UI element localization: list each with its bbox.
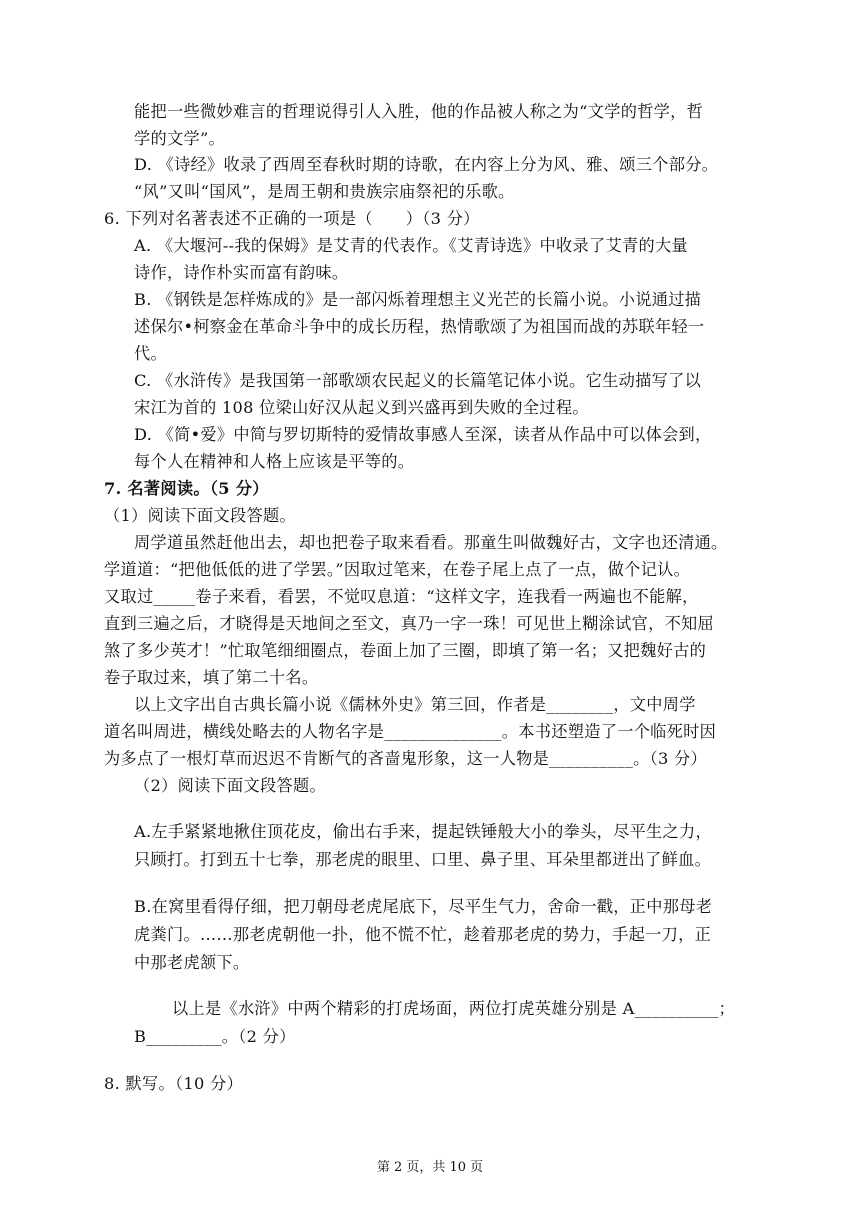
question-8: 8. 默写。（10 分） — [104, 1074, 243, 1093]
text-line: 每个人在精神和人格上应该是平等的。 — [134, 452, 415, 471]
question-line: 以上是《水浒》中两个精彩的打虎场面，两位打虎英雄分别是 A__________； — [172, 999, 736, 1018]
passage-line: 卷子取过来，填了第二十名。 — [104, 668, 319, 687]
option-b-line: B. 《钢铁是怎样炼成的》是一部闪烁着理想主义光芒的长篇小说。小说通过描 — [134, 290, 702, 309]
passage-line: 煞了多少英才！”忙取笔细细圈点，卷面上加了三圈，即填了第一名；又把魏好古的 — [104, 641, 707, 660]
passage-a-line: A.左手紧紧地揪住顶花皮，偷出右手来，提起铁锤般大小的拳头，尽平生之力， — [134, 822, 713, 841]
question-line: B_________。（2 分） — [134, 1027, 296, 1046]
question-line: 以上文字出自古典长篇小说《儒林外史》第三回，作者是________，文中周学 — [134, 695, 696, 714]
question-line: 道名叫周进，横线处略去的人物名字是______________。本书还塑造了一个临死时因 — [104, 722, 717, 741]
passage-line: 学道道：“把他低低的进了学罢。”因取过笔来，在卷子尾上点了一点，做个记认。 — [104, 560, 691, 579]
passage-line: 直到三遍之后，才晓得是天地间之至文，真乃一字一珠！可见世上糊涂试官，不知屈 — [104, 614, 715, 633]
option-c-line: C. 《水浒传》是我国第一部歌颂农民起义的长篇笔记体小说。它生动描写了以 — [134, 371, 702, 390]
page-footer: 第 2 页，共 10 页 — [376, 1160, 484, 1175]
passage-line: 周学道虽然赶他出去，却也把卷子取来看看。那童生叫做魏好古，文字也还清通。 — [134, 533, 728, 552]
subquestion-1: （1）阅读下面文段答题。 — [104, 506, 296, 525]
text-line: 能把一些微妙难言的哲理说得引人入胜，他的作品被人称之为“文学的哲学，哲 — [134, 102, 704, 121]
subquestion-2: （2）阅读下面文段答题。 — [134, 776, 326, 795]
passage-line: 又取过_____卷子来看，看罢，不觉叹息道：“这样文字，连我看一两遍也不能解， — [104, 587, 699, 606]
text-line: 宋江为首的 108 位梁山好汉从起义到兴盛再到失败的全过程。 — [134, 398, 589, 417]
text-line: 代。 — [134, 344, 167, 363]
passage-a-line: 只顾打。打到五十七拳，那老虎的眼里、口里、鼻子里、耳朵里都迸出了鲜血。 — [134, 850, 712, 869]
text-line: 诗作，诗作朴实而富有韵味。 — [134, 263, 349, 282]
text-line: 述保尔•柯察金在革命斗争中的成长历程，热情歌颂了为祖国而战的苏联年轻一 — [134, 317, 705, 336]
option-d-line: D. 《简•爱》中简与罗切斯特的爱情故事感人至深，读者从作品中可以体会到， — [134, 425, 712, 444]
question-7: 7. 名著阅读。（5 分） — [104, 479, 269, 498]
text-line: “风”又叫“国风”，是周王朝和贵族宗庙祭祀的乐歌。 — [134, 182, 515, 201]
option-a-line: A. 《大堰河--我的保姆》是艾青的代表作。《艾青诗选》中收录了艾青的大量 — [134, 236, 688, 255]
passage-b-line: 虎粪门。……那老虎朝他一扑，他不慌不忙，趁着那老虎的势力，手起一刀，正 — [134, 925, 712, 944]
question-line: 为多点了一根灯草而迟迟不肯断气的吝啬鬼形象，这一人物是__________。（3 分） — [104, 749, 707, 768]
question-6: 6. 下列对名著表述不正确的一项是（ ）（3 分） — [104, 209, 480, 228]
option-d-line: D. 《诗经》收录了西周至春秋时期的诗歌，在内容上分为风、雅、颂三个部分。 — [134, 155, 719, 174]
passage-b-line: 中那老虎颔下。 — [134, 953, 250, 972]
passage-b-line: B.在窝里看得仔细，把刀朝母老虎尾底下，尽平生气力，舍命一戳，正中那母老 — [134, 897, 713, 916]
text-line: 学的文学”。 — [134, 129, 226, 148]
